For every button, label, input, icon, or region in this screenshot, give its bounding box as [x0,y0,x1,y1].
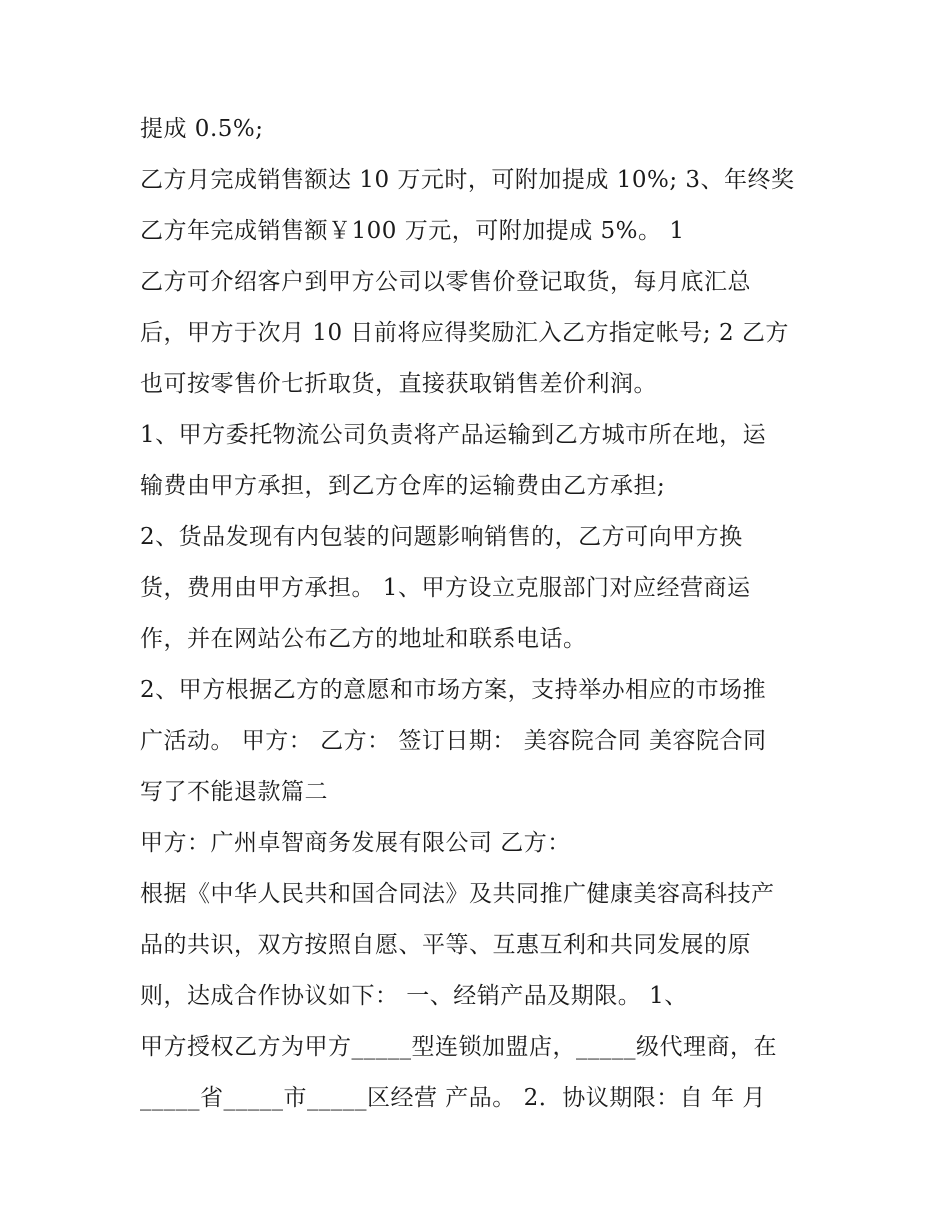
text-line: 根据《中华人民共和国合同法》及共同推广健康美容高科技产 [140,881,775,907]
text-line: 提成 0.5%; [140,116,264,142]
text-line: 广活动。 甲方： 乙方： 签订日期： 美容院合同 美容院合同 [140,728,767,754]
text-line: 甲方：广州卓智商务发展有限公司 乙方： [140,830,571,856]
text-line: 输费由甲方承担，到乙方仓库的运输费由乙方承担; [140,473,666,499]
text-line: 乙方月完成销售额达 10 万元时，可附加提成 10%; 3、年终奖 [140,167,795,193]
text-line: 则，达成合作协议如下： 一、经销产品及期限。 1、 [140,983,688,1009]
text-line: 写了不能退款篇二 [140,779,328,805]
text-line: 品的共识，双方按照自愿、平等、互惠互利和共同发展的原 [140,932,751,958]
text-line: _____省_____市_____区经营 产品。 2．协议期限：自 年 月 [140,1085,766,1111]
text-line: 甲方授权乙方为甲方_____型连锁加盟店，_____级代理商，在 [140,1034,777,1060]
text-line: 2、货品发现有内包装的问题影响销售的，乙方可向甲方换 [140,524,743,550]
text-line: 1、甲方委托物流公司负责将产品运输到乙方城市所在地，运 [140,422,767,448]
text-line: 作，并在网站公布乙方的地址和联系电话。 [140,626,587,652]
text-line: 乙方年完成销售额￥100 万元，可附加提成 5%。 1 [140,218,685,244]
document-body [140,104,830,1124]
text-line: 2、甲方根据乙方的意愿和市场方案，支持举办相应的市场推 [140,677,767,703]
text-line: 后，甲方于次月 10 日前将应得奖励汇入乙方指定帐号; 2 乙方 [140,320,789,346]
text-line: 也可按零售价七折取货，直接获取销售差价利润。 [140,371,657,397]
text-line: 乙方可介绍客户到甲方公司以零售价登记取货，每月底汇总 [140,269,751,295]
text-line: 货，费用由甲方承担。 1、甲方设立克服部门对应经营商运 [140,575,751,601]
